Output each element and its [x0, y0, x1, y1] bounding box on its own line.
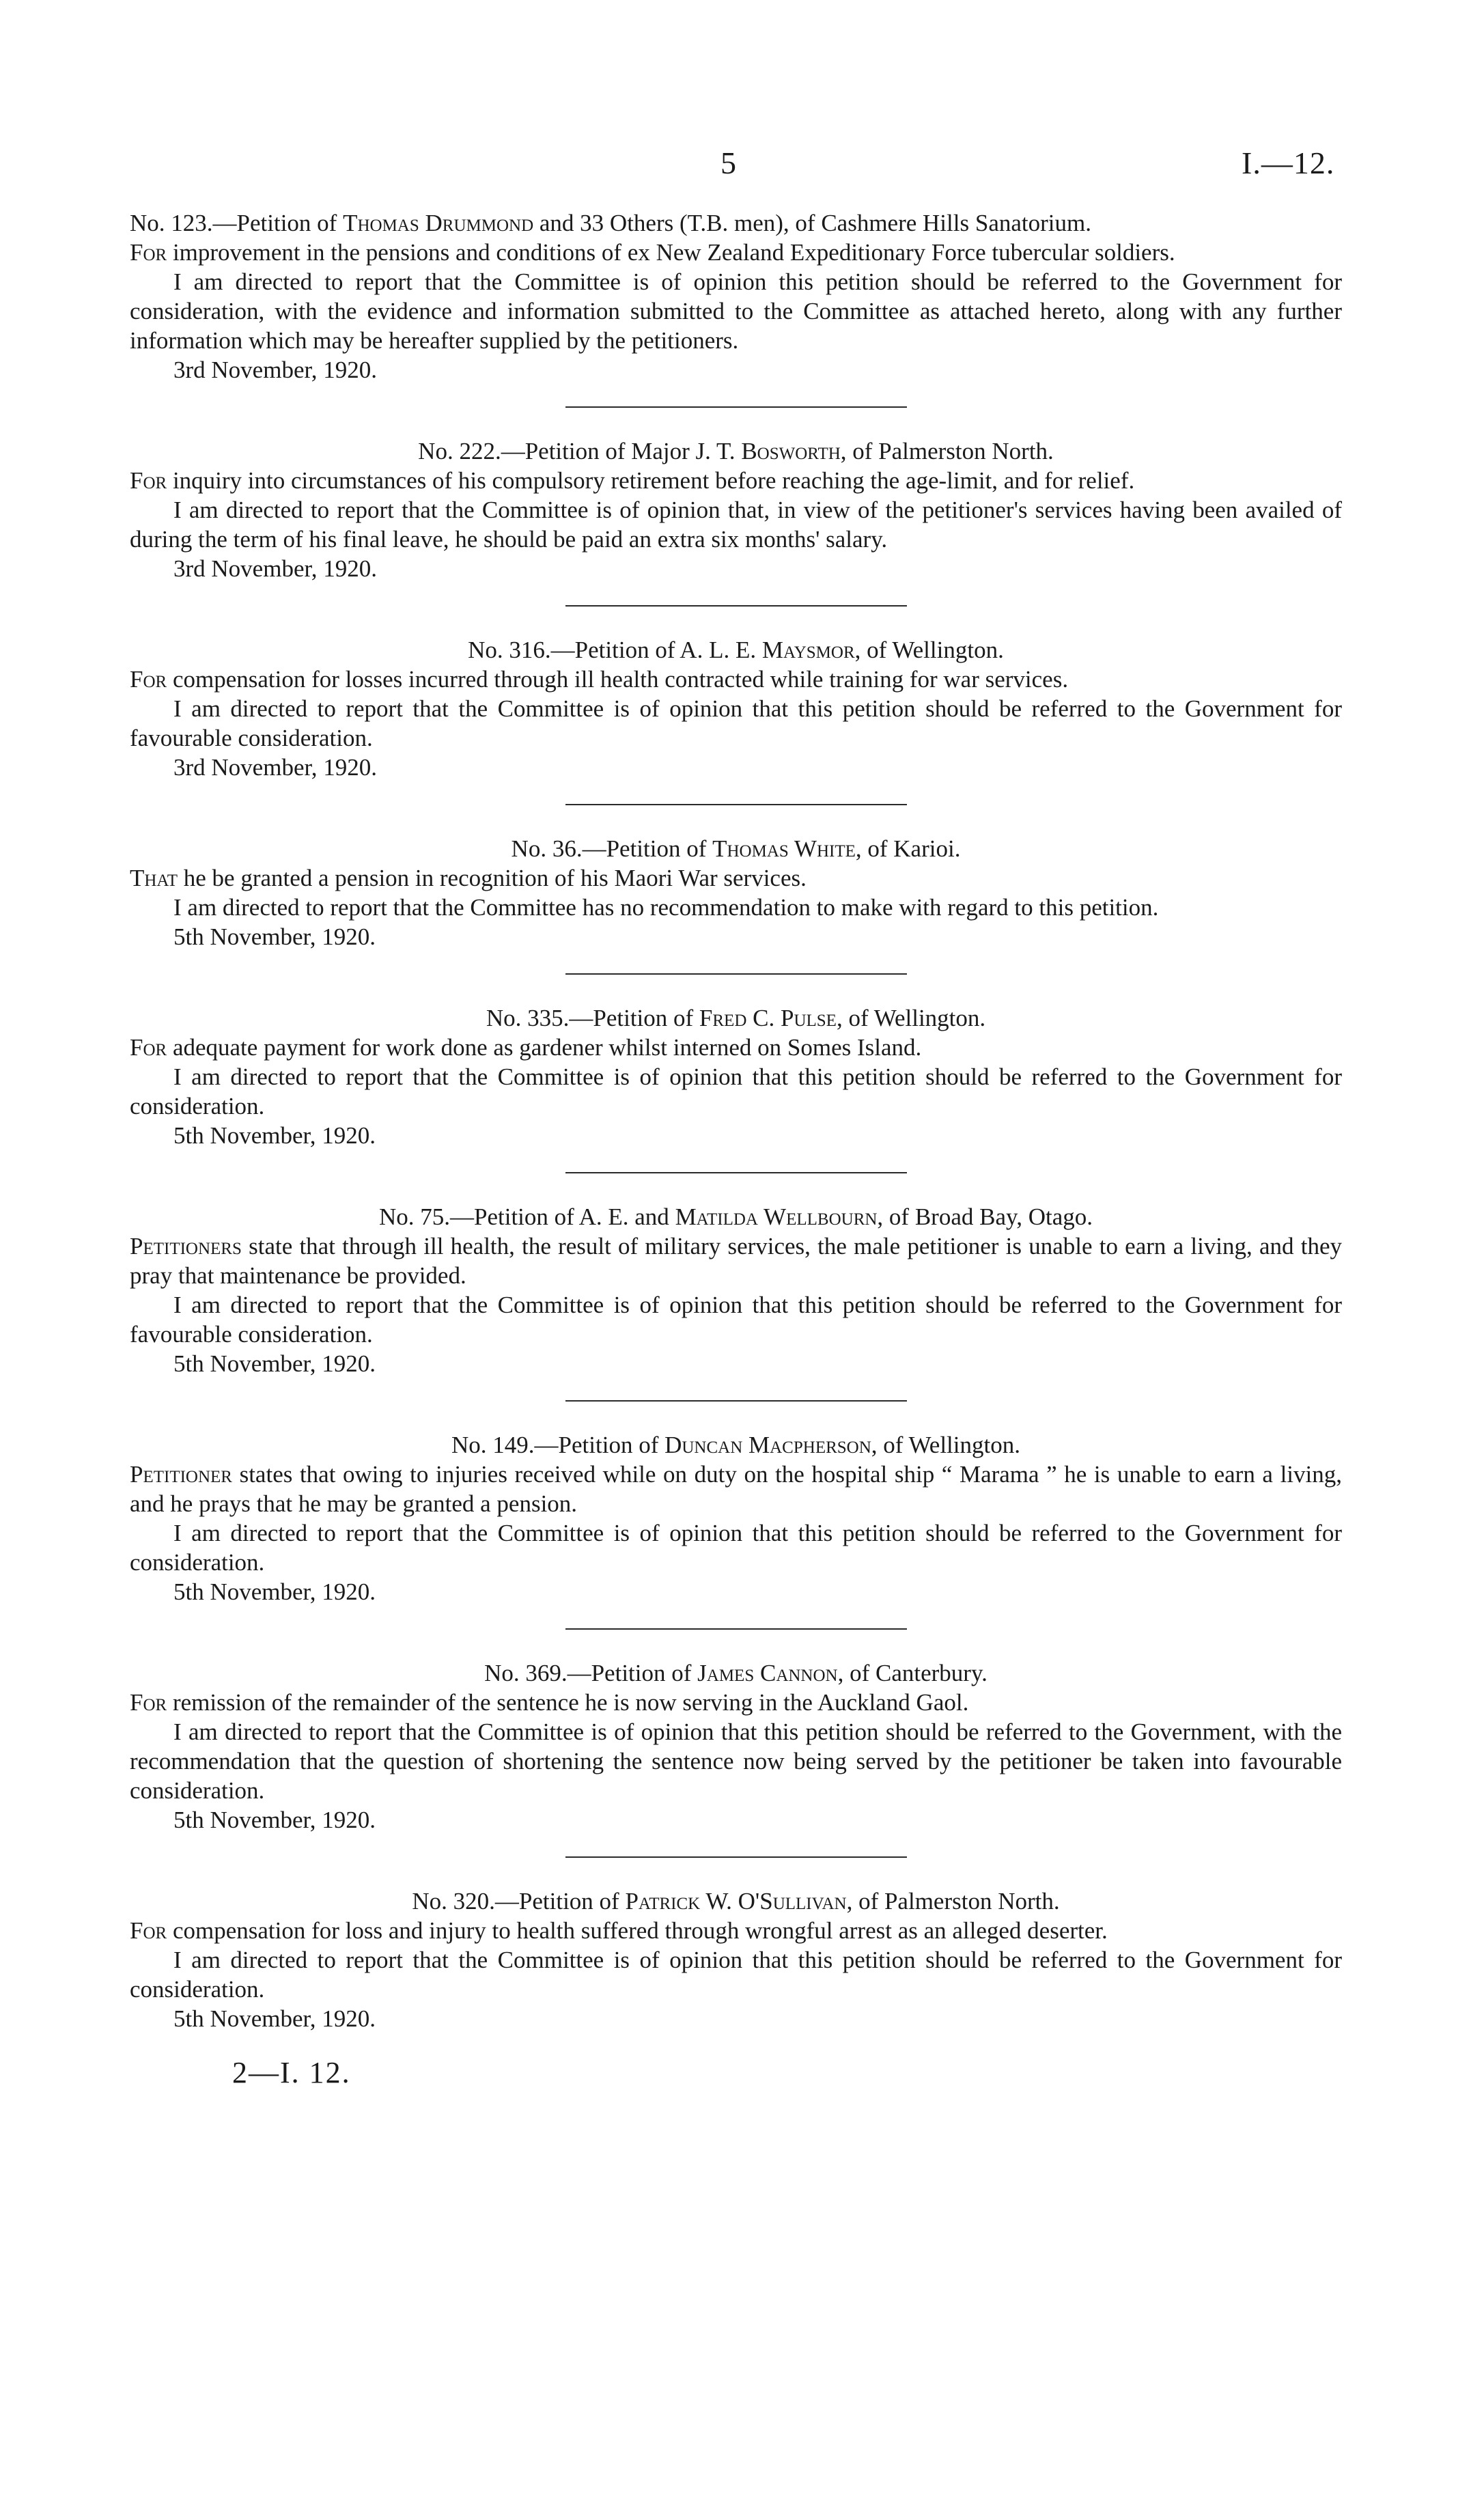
report-date: 5th November, 1920. — [173, 1350, 376, 1377]
petitions-body — [130, 208, 1342, 2087]
petition-heading: No. 335.—Petition of Fred C. Pulse, of Wellington. — [486, 1005, 986, 1031]
petition-entry — [130, 1886, 1342, 2033]
committee-report: I am directed to report that the Committee is of opinion this petition should be referred to the Government for consideration, with the evidence and information submitted to the Committee as attached hereto, along with any further information which may be hereafter supplied by the petitioners. — [130, 268, 1342, 354]
petition-entry — [130, 1003, 1342, 1150]
report-date: 5th November, 1920. — [173, 1578, 376, 1605]
petition-prayer: For compensation for losses incurred through ill health contracted while training for war services. — [130, 666, 1069, 693]
report-date: 3rd November, 1920. — [173, 754, 377, 781]
petition-heading: No. 222.—Petition of Major J. T. Bosworth, of Palmerston North. — [418, 438, 1054, 464]
committee-report: I am directed to report that the Committee is of opinion that this petition should be referred to the Government for favourable consideration. — [130, 1292, 1342, 1348]
report-date: 3rd November, 1920. — [173, 555, 377, 582]
petition-entry — [130, 1202, 1342, 1378]
report-date: 5th November, 1920. — [173, 1807, 376, 1833]
petitioner-name: Thomas White — [712, 835, 856, 862]
petition-heading: No. 123.—Petition of Thomas Drummond and 33 Others (T.B. men), of Cashmere Hills Sanatorium. — [130, 210, 1091, 236]
report-date: 3rd November, 1920. — [173, 357, 377, 383]
petition-heading: No. 320.—Petition of Patrick W. O'Sullivan, of Palmerston North. — [412, 1888, 1060, 1914]
petition-heading: No. 369.—Petition of James Cannon, of Canterbury. — [484, 1660, 988, 1686]
petition-entry — [130, 208, 1342, 385]
page-number: 5 — [720, 145, 736, 180]
petition-heading: No. 149.—Petition of Duncan Macpherson, of Wellington. — [451, 1432, 1020, 1458]
section-divider — [565, 406, 907, 408]
petition-prayer: For improvement in the pensions and conditions of ex New Zealand Expeditionary Force tubercular soldiers. — [130, 239, 1175, 266]
petitioner-name: Fred C. Pulse — [699, 1005, 837, 1031]
petitioner-name: Patrick W. O'Sullivan — [625, 1888, 847, 1914]
petition-entry — [130, 1430, 1342, 1606]
petition-prayer: That he be granted a pension in recognition of his Maori War services. — [130, 865, 807, 891]
petition-prayer: For compensation for loss and injury to health suffered through wrongful arrest as an alleged deserter. — [130, 1917, 1108, 1944]
petition-prayer: For remission of the remainder of the sentence he is now serving in the Auckland Gaol. — [130, 1689, 969, 1716]
petitioner-name: Maysmor — [761, 637, 855, 663]
committee-report: I am directed to report that the Committee has no recommendation to make with regard to this petition. — [173, 894, 1159, 921]
petitioner-name: Thomas Drummond — [343, 210, 534, 236]
petition-prayer: For inquiry into circumstances of his compulsory retirement before reaching the age-limit, and for relief. — [130, 467, 1135, 494]
committee-report: I am directed to report that the Committee is of opinion that, in view of the petitioner's services having been availed of during the term of his final leave, he should be paid an extra six months' salary. — [130, 497, 1342, 553]
report-date: 5th November, 1920. — [173, 2005, 376, 2032]
committee-report: I am directed to report that the Committee is of opinion that this petition should be referred to the Government for consideration. — [130, 1947, 1342, 2003]
petition-heading: No. 36.—Petition of Thomas White, of Karioi. — [511, 835, 961, 862]
petition-entry — [130, 635, 1342, 782]
section-divider — [565, 1172, 907, 1173]
signature-mark: 2—I. 12. — [232, 2056, 351, 2089]
petition-entry — [130, 834, 1342, 951]
section-divider — [565, 1856, 907, 1858]
petition-entry — [130, 1658, 1342, 1835]
petition-heading: No. 316.—Petition of A. L. E. Maysmor, of Wellington. — [468, 637, 1004, 663]
petitioner-name: Matilda Wellbourn — [675, 1203, 878, 1230]
committee-report: I am directed to report that the Committee is of opinion that this petition should be referred to the Government, with the recommendation that the question of shortening the sentence now being served by the petitioner be taken into favourable consideration. — [130, 1718, 1342, 1804]
section-divider — [565, 973, 907, 975]
petition-prayer: Petitioner states that owing to injuries received while on duty on the hospital ship “ Marama ” he is unable to earn a living, and he prays that he may be granted a pension. — [130, 1461, 1342, 1517]
petitioner-name: Duncan Macpherson — [664, 1432, 871, 1458]
section-divider — [565, 1628, 907, 1630]
petition-prayer: For adequate payment for work done as gardener whilst interned on Somes Island. — [130, 1034, 922, 1061]
committee-report: I am directed to report that the Committee is of opinion that this petition should be referred to the Government for consideration. — [130, 1063, 1342, 1119]
section-divider — [565, 1400, 907, 1402]
report-date: 5th November, 1920. — [173, 1122, 376, 1149]
petition-entry — [130, 436, 1342, 583]
committee-report: I am directed to report that the Committee is of opinion that this petition should be referred to the Government for favourable consideration. — [130, 695, 1342, 751]
section-divider — [565, 605, 907, 607]
committee-report: I am directed to report that the Committee is of opinion that this petition should be referred to the Government for consideration. — [130, 1520, 1342, 1576]
section-divider — [565, 804, 907, 805]
paper-reference: I.—12. — [1242, 145, 1335, 180]
petition-prayer: Petitioners state that through ill health, the result of military services, the male petitioner is unable to earn a living, and they pray that maintenance be provided. — [130, 1233, 1342, 1289]
petition-heading: No. 75.—Petition of A. E. and Matilda Wellbourn, of Broad Bay, Otago. — [378, 1203, 1093, 1230]
report-date: 5th November, 1920. — [173, 923, 376, 950]
petitioner-name: James Cannon — [697, 1660, 838, 1686]
petitioner-name: Bosworth — [741, 438, 841, 464]
